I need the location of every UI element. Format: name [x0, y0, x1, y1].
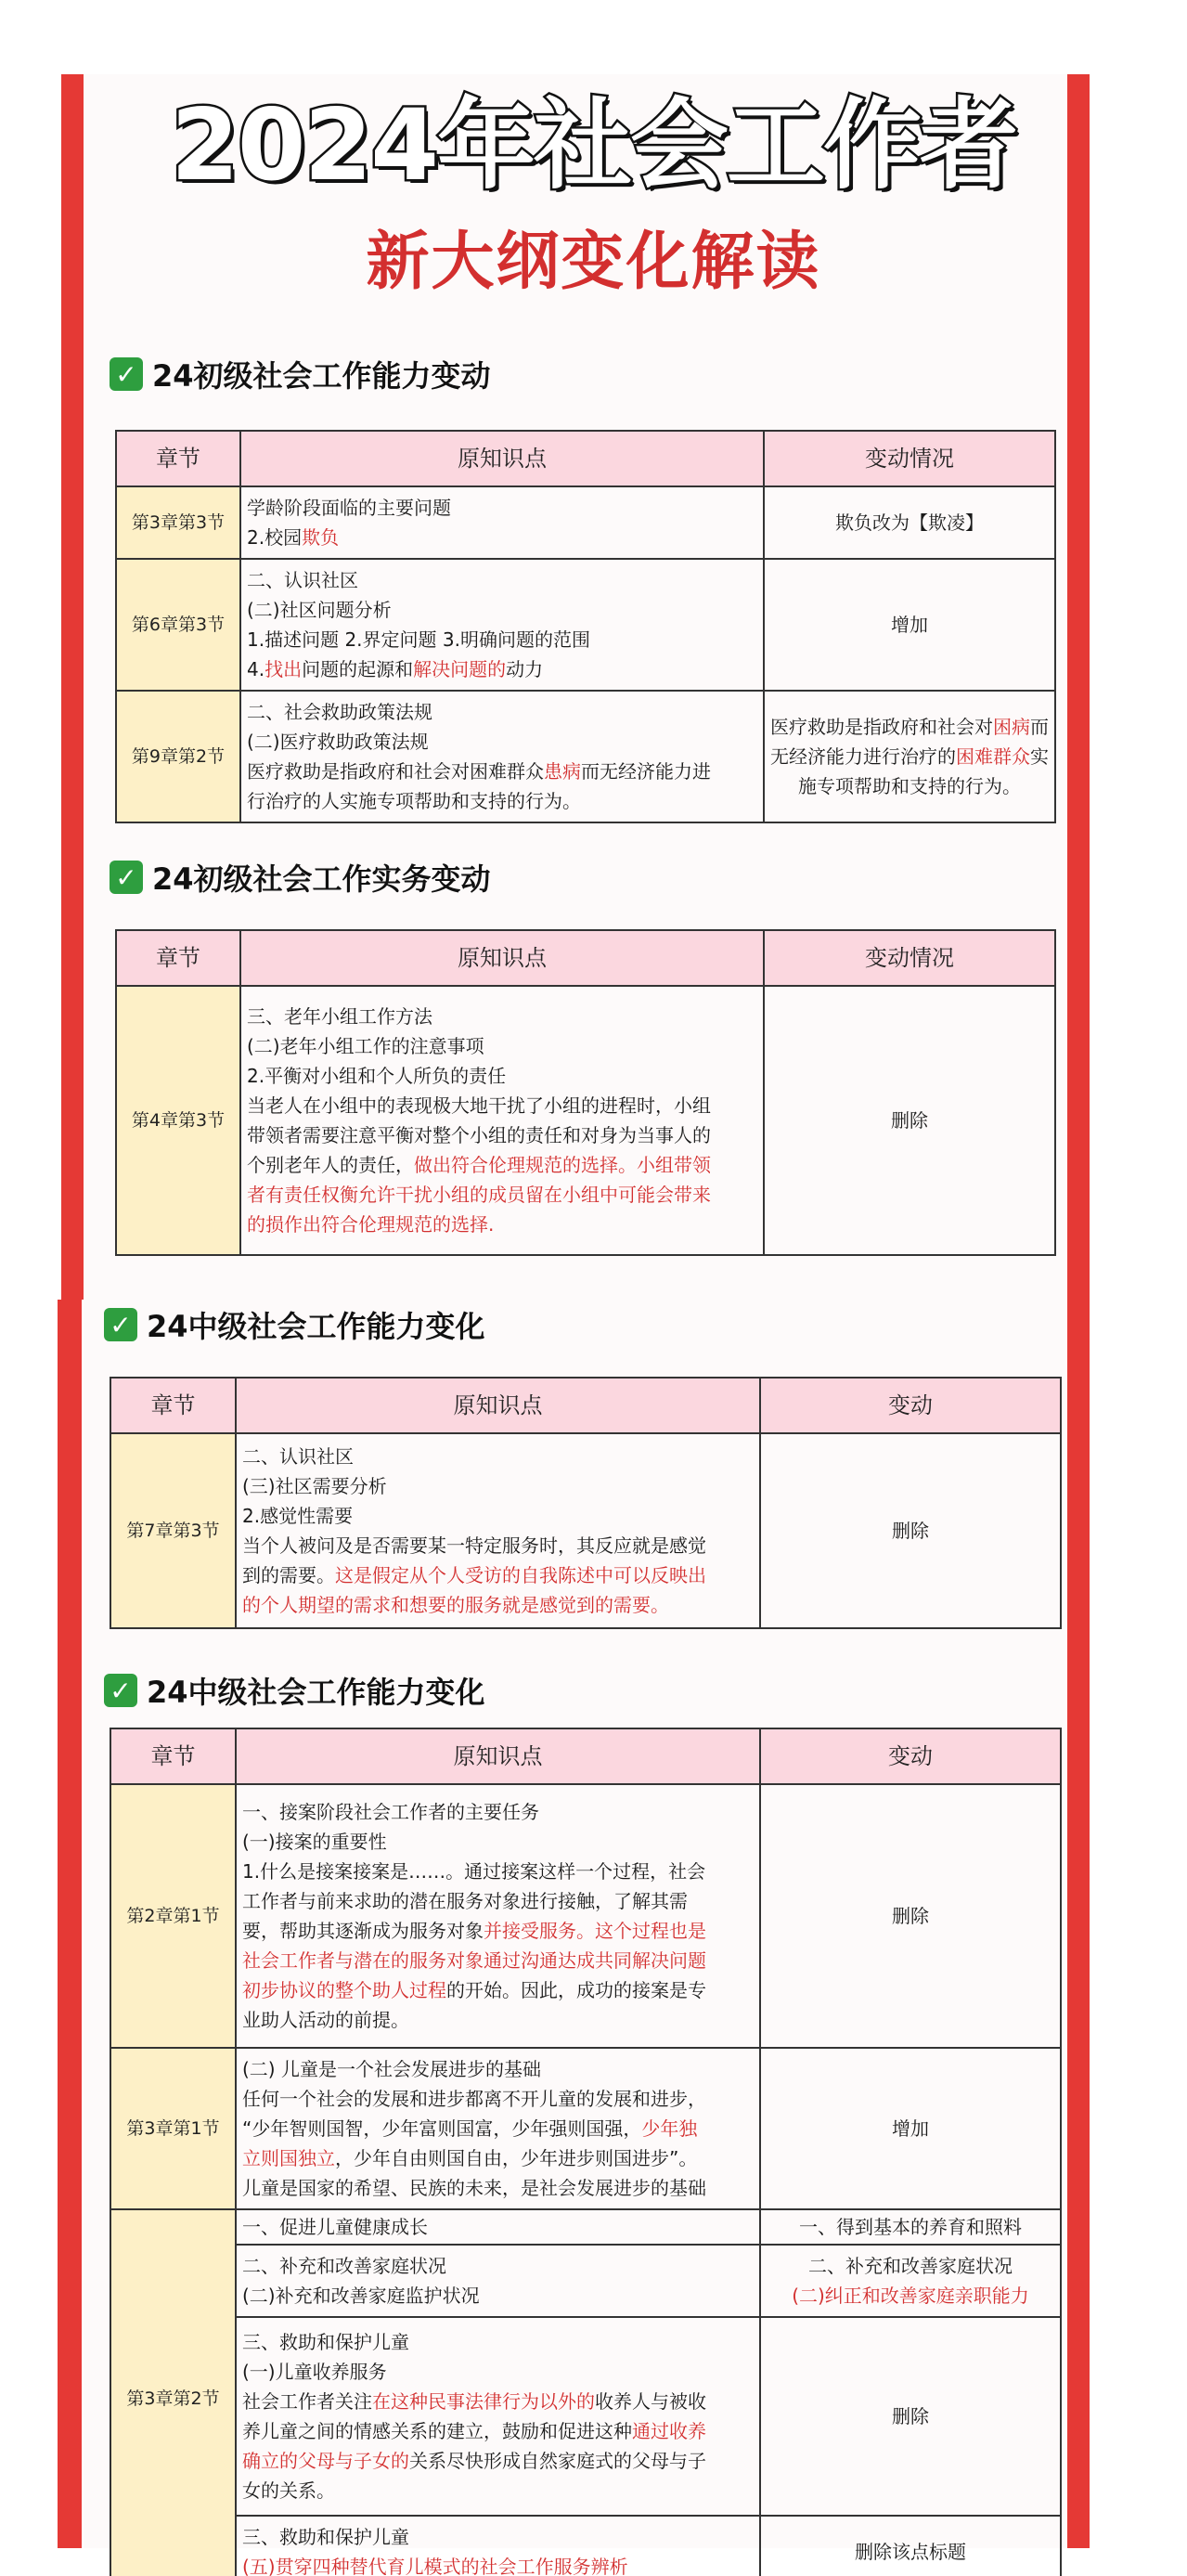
text: 1.描述问题 2.界定问题 3.明确问题的范围: [247, 628, 590, 651]
chapter-cell: 第9章第2节: [116, 691, 240, 822]
col-header-knowledge: 原知识点: [240, 431, 764, 486]
text: (三)社区需要分析: [242, 1475, 387, 1497]
text: (二) 儿童是一个社会发展进步的基础: [242, 2058, 541, 2080]
text: 医疗救助是指政府和社会对困难群众: [247, 760, 544, 783]
page-title: 2024年社会工作者: [170, 88, 1017, 202]
page-subtitle: 新大纲变化解读: [366, 226, 821, 299]
knowledge-cell: [236, 2516, 760, 2576]
section-title-2: [110, 856, 491, 899]
highlight-text: 找出: [264, 658, 303, 680]
right-red-border: [1067, 74, 1090, 2548]
text: 一、接案阶段社会工作者的主要任务: [242, 1801, 539, 1823]
table-3: [110, 1377, 1062, 1629]
text: 而无经济能力进行治疗的: [770, 716, 1049, 768]
table-row: [110, 1433, 1061, 1628]
change-cell: 删除: [760, 2317, 1061, 2516]
text: (二)老年小组工作的注意事项: [247, 1035, 484, 1057]
knowledge-cell: [236, 1433, 760, 1628]
check-icon: ✓: [104, 1674, 137, 1707]
text: ，少年自由则国自由，少年进步则国进步”。: [335, 2147, 698, 2169]
col-header-knowledge: 原知识点: [236, 1378, 760, 1433]
highlight-text: 患病: [544, 760, 581, 783]
text: 二、认识社区: [247, 569, 358, 591]
text: 要，帮助其逐渐成为服务对象: [242, 1920, 484, 1942]
table-row: [110, 2317, 1061, 2516]
check-icon: ✓: [110, 861, 143, 894]
highlight-text: 通过收养: [632, 2420, 706, 2442]
text: 二、补充和改善家庭状况: [808, 2255, 1013, 2277]
text: 收养人与被收: [595, 2390, 706, 2413]
highlight-text: 立则国独立: [242, 2147, 335, 2169]
text: 工作者与前来求助的潜在服务对象进行接触，了解其需: [242, 1890, 688, 1912]
text: (一)儿童收养服务: [242, 2361, 387, 2383]
knowledge-cell: [236, 2048, 760, 2209]
text: 而无经济能力进: [581, 760, 711, 783]
highlight-text: 在这种民事法律行为以外的: [372, 2390, 595, 2413]
highlight-text: 者有责任权衡允许干扰小组的成员留在小组中可能会带来: [247, 1184, 711, 1206]
change-cell: [764, 691, 1055, 822]
change-cell: 删除: [764, 986, 1055, 1255]
section-title-4: [104, 1669, 485, 1712]
chapter-cell: 第6章第3节: [116, 559, 240, 691]
table-header-row: [116, 930, 1055, 986]
highlight-text: (二)纠正和改善家庭亲职能力: [792, 2285, 1029, 2307]
knowledge-cell: [236, 1784, 760, 2048]
col-header-knowledge: 原知识点: [240, 930, 764, 986]
text: 当老人在小组中的表现极大地干扰了小组的进程时，小组: [247, 1094, 711, 1117]
text: 的开始。因此，成功的接案是专: [446, 1979, 706, 2001]
section-title-1: [110, 353, 491, 395]
knowledge-cell: [236, 2209, 760, 2245]
chapter-cell: 第3章第1节: [110, 2048, 236, 2209]
highlight-text: 做出符合伦理规范的选择。小组带领: [414, 1154, 711, 1176]
section-title-3: [104, 1303, 485, 1346]
knowledge-cell: [240, 559, 764, 691]
col-header-change: 变动: [760, 1378, 1061, 1433]
section-title-text: 24中级社会工作能力变化: [147, 1309, 485, 1344]
text: 女的关系。: [242, 2479, 335, 2502]
change-cell: 删除: [760, 1433, 1061, 1628]
knowledge-cell: [240, 691, 764, 822]
highlight-text: 确立的父母与子女的: [242, 2450, 409, 2472]
text: 到的需要。: [242, 1564, 335, 1586]
highlight-text: 困难群众: [956, 745, 1030, 768]
highlight-text: 的个人期望的需求和想要的服务就是感觉到的需要。: [242, 1594, 669, 1616]
highlight-text: 社会工作者与潜在的服务对象通过沟通达成共同解决问题: [242, 1949, 706, 1972]
change-cell: 一、得到基本的养育和照料: [760, 2209, 1061, 2245]
table-row: [110, 2245, 1061, 2317]
table-4: [110, 1728, 1062, 2576]
text: 1.什么是接案接案是……。通过接案这样一个过程，社会: [242, 1860, 706, 1883]
text: 问题的起源和: [302, 658, 414, 680]
text: 动力: [506, 658, 544, 680]
text: 2.平衡对小组和个人所负的责任: [247, 1065, 507, 1087]
text: (二)社区问题分析: [247, 599, 392, 621]
left-red-border-lower: [58, 1300, 82, 2548]
col-header-change: 变动: [760, 1728, 1061, 1784]
text: 三、救助和保护儿童: [242, 2526, 409, 2548]
text: 2.校园: [247, 526, 303, 549]
table-row: [116, 986, 1055, 1255]
table-row: [110, 2209, 1061, 2245]
text: “少年智则国智，少年富则国富，少年强则国强，: [242, 2117, 642, 2140]
text: 关系尽快形成自然家庭式的父母与子: [409, 2450, 706, 2472]
text: 行治疗的人实施专项帮助和支持的行为。: [247, 790, 581, 812]
highlight-text: 这是假定从个人受访的自我陈述中可以反映出: [335, 1564, 706, 1586]
section-title-text: 24初级社会工作实务变动: [152, 861, 491, 897]
table-row: [116, 486, 1055, 559]
change-cell: 删除该点标题: [760, 2516, 1061, 2576]
text: 二、补充和改善家庭状况: [242, 2255, 446, 2277]
text: 当个人被问及是否需要某一特定服务时，其反应就是感觉: [242, 1534, 706, 1557]
text: (一)接案的重要性: [242, 1831, 387, 1853]
change-cell: [760, 2245, 1061, 2317]
text: 学龄阶段面临的主要问题: [247, 497, 451, 519]
text: 医疗救助是指政府和社会对: [770, 716, 993, 738]
highlight-text: 少年独: [641, 2117, 698, 2140]
section-title-text: 24初级社会工作能力变动: [152, 358, 491, 394]
col-header-chapter: 章节: [110, 1378, 236, 1433]
table-1: [115, 430, 1056, 823]
table-header-row: [110, 1378, 1061, 1433]
chapter-cell: 第7章第3节: [110, 1433, 236, 1628]
check-icon: ✓: [110, 357, 143, 391]
table-row: [110, 1784, 1061, 2048]
text: (二)补充和改善家庭监护状况: [242, 2285, 480, 2307]
table-header-row: [116, 431, 1055, 486]
text: 三、救助和保护儿童: [242, 2331, 409, 2353]
section-title-text: 24中级社会工作能力变化: [147, 1675, 485, 1710]
highlight-text: 的损作出符合伦理规范的选择.: [247, 1213, 495, 1236]
text: 二、认识社区: [242, 1445, 354, 1468]
text: 任何一个社会的发展和进步都离不开儿童的发展和进步，: [242, 2088, 706, 2110]
col-header-chapter: 章节: [116, 431, 240, 486]
text: 儿童是国家的希望、民族的未来，是社会发展进步的基础: [242, 2177, 706, 2199]
chapter-cell: 第3章第2节: [110, 2209, 236, 2576]
change-cell: 欺负改为【欺凌】: [764, 486, 1055, 559]
text: 个别老年人的责任，: [247, 1154, 414, 1176]
highlight-text: 解决问题的: [413, 658, 507, 680]
col-header-change: 变动情况: [764, 431, 1055, 486]
chapter-cell: 第4章第3节: [116, 986, 240, 1255]
table-row: [116, 691, 1055, 822]
table-2: [115, 929, 1056, 1256]
highlight-text: 初步协议的整个助人过程: [242, 1979, 446, 2001]
col-header-change: 变动情况: [764, 930, 1055, 986]
table-header-row: [110, 1728, 1061, 1784]
highlight-text: 困病: [993, 716, 1030, 738]
table-row: [116, 559, 1055, 691]
highlight-text: 并接受服务。这个过程也是: [484, 1920, 706, 1942]
text: 社会工作者关注: [242, 2390, 372, 2413]
highlight-text: 欺负: [302, 526, 340, 549]
knowledge-cell: [236, 2245, 760, 2317]
table-row: [110, 2048, 1061, 2209]
check-icon: ✓: [104, 1308, 137, 1341]
knowledge-cell: [240, 986, 764, 1255]
text: 4.: [247, 658, 265, 680]
text: 二、社会救助政策法规: [247, 701, 432, 723]
table-row: [110, 2516, 1061, 2576]
text: 业助人活动的前提。: [242, 2009, 409, 2031]
text: 一、促进儿童健康成长: [242, 2216, 428, 2238]
col-header-knowledge: 原知识点: [236, 1728, 760, 1784]
text: 实施专项帮助和支持的行为。: [798, 745, 1049, 797]
col-header-chapter: 章节: [116, 930, 240, 986]
text: 2.感觉性需要: [242, 1505, 354, 1527]
text: 养儿童之间的情感关系的建立，鼓励和促进这种: [242, 2420, 632, 2442]
change-cell: 删除: [760, 1784, 1061, 2048]
change-cell: 增加: [764, 559, 1055, 691]
chapter-cell: 第2章第1节: [110, 1784, 236, 2048]
text: 三、老年小组工作方法: [247, 1005, 432, 1028]
change-cell: 增加: [760, 2048, 1061, 2209]
knowledge-cell: [236, 2317, 760, 2516]
knowledge-cell: [240, 486, 764, 559]
col-header-chapter: 章节: [110, 1728, 236, 1784]
highlight-text: (五)贯穿四种替代育儿模式的社会工作服务辨析: [242, 2556, 628, 2576]
text: 带领者需要注意平衡对整个小组的责任和对身为当事人的: [247, 1124, 711, 1146]
text: (二)医疗救助政策法规: [247, 731, 429, 753]
chapter-cell: 第3章第3节: [116, 486, 240, 559]
